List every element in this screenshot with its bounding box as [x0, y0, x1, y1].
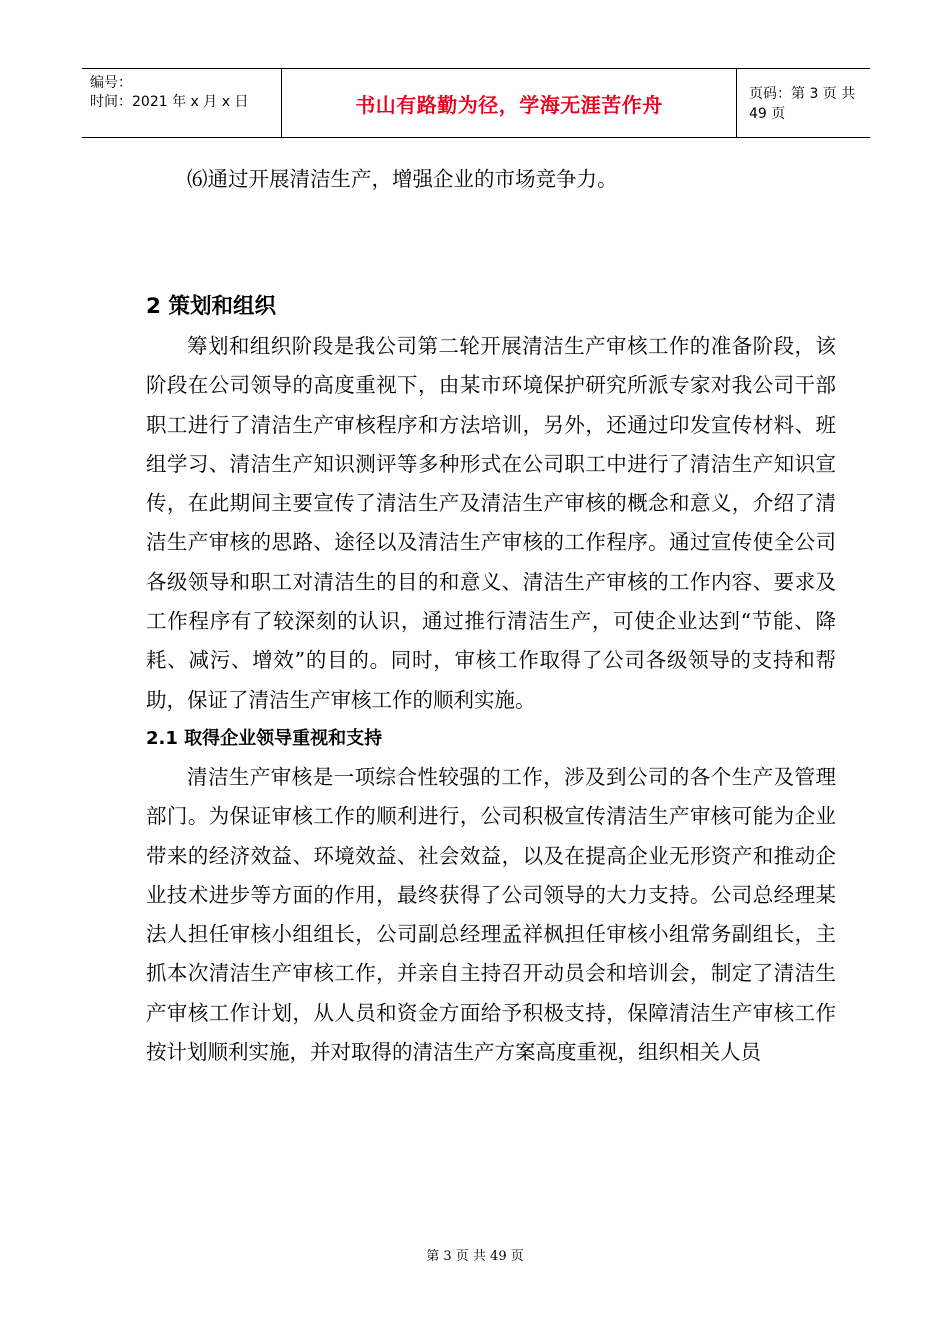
document-number-label: 编号：: [90, 75, 132, 91]
section-2-paragraph: 筹划和组织阶段是我公司第二轮开展清洁生产审核工作的准备阶段，该阶段在公司领导的高度重视下，由某市环境保护研究所派专家对我公司干部职工进行了清洁生产审核程序和方法培训，另外，还通过印发宣传材料、班组学习、清洁生产知识测评等多种形式在公司职工中进行了清洁生产知识宣传，在此期间主要宣传了清洁生产及清洁生产审核的概念和意义，介绍了清洁生产审核的思路、途径以及清洁生产审核的工作程序。通过宣传使全公司各级领导和职工对清洁生的目的和意义、清洁生产审核的工作内容、要求及工作程序有了较深刻的认识，通过推行清洁生产，可使企业达到“节能、降耗、减污、增效”的目的。同时，审核工作取得了公司各级领导的支持和帮助，保证了清洁生产审核工作的顺利实施。: [146, 334, 836, 712]
section-2-1-heading: 2.1 取得企业领导重视和支持: [146, 727, 383, 749]
document-time-label: 时间：2021 年 x 月 x 日: [90, 94, 249, 110]
section-2-1-paragraph: 清洁生产审核是一项综合性较强的工作，涉及到公司的各个生产及管理部门。为保证审核工作的顺利进行，公司积极宣传清洁生产审核可能为企业带来的经济效益、环境效益、社会效益，以及在提高企业无形资产和推动企业技术进步等方面的作用，最终获得了公司领导的大力支持。公司总经理某法人担任审核小组组长，公司副总经理孟祥枫担任审核小组常务副组长，主抓本次清洁生产审核工作，并亲自主持召开动员会和培训会，制定了清洁生产审核工作计划，从人员和资金方面给予积极支持，保障清洁生产审核工作按计划顺利实施，并对取得的清洁生产方案高度重视，组织相关人员: [146, 764, 836, 1065]
header-meta-cell: [82, 69, 282, 137]
header-motto: 书山有路勤为径，学海无涯苦作舟: [355, 92, 663, 117]
page-header: [82, 68, 870, 138]
document-body: [146, 160, 836, 1072]
header-page-info: 页码：第 3 页 共 49 页: [749, 86, 856, 122]
page-footer: 第 3 页 共 49 页: [426, 1249, 524, 1264]
section-2-heading: 2 策划和组织: [146, 294, 276, 319]
header-page-info-cell: [737, 69, 870, 137]
list-item-6: ⑹通过开展清洁生产，增强企业的市场竞争力。: [187, 167, 618, 191]
header-motto-cell: [282, 69, 737, 137]
